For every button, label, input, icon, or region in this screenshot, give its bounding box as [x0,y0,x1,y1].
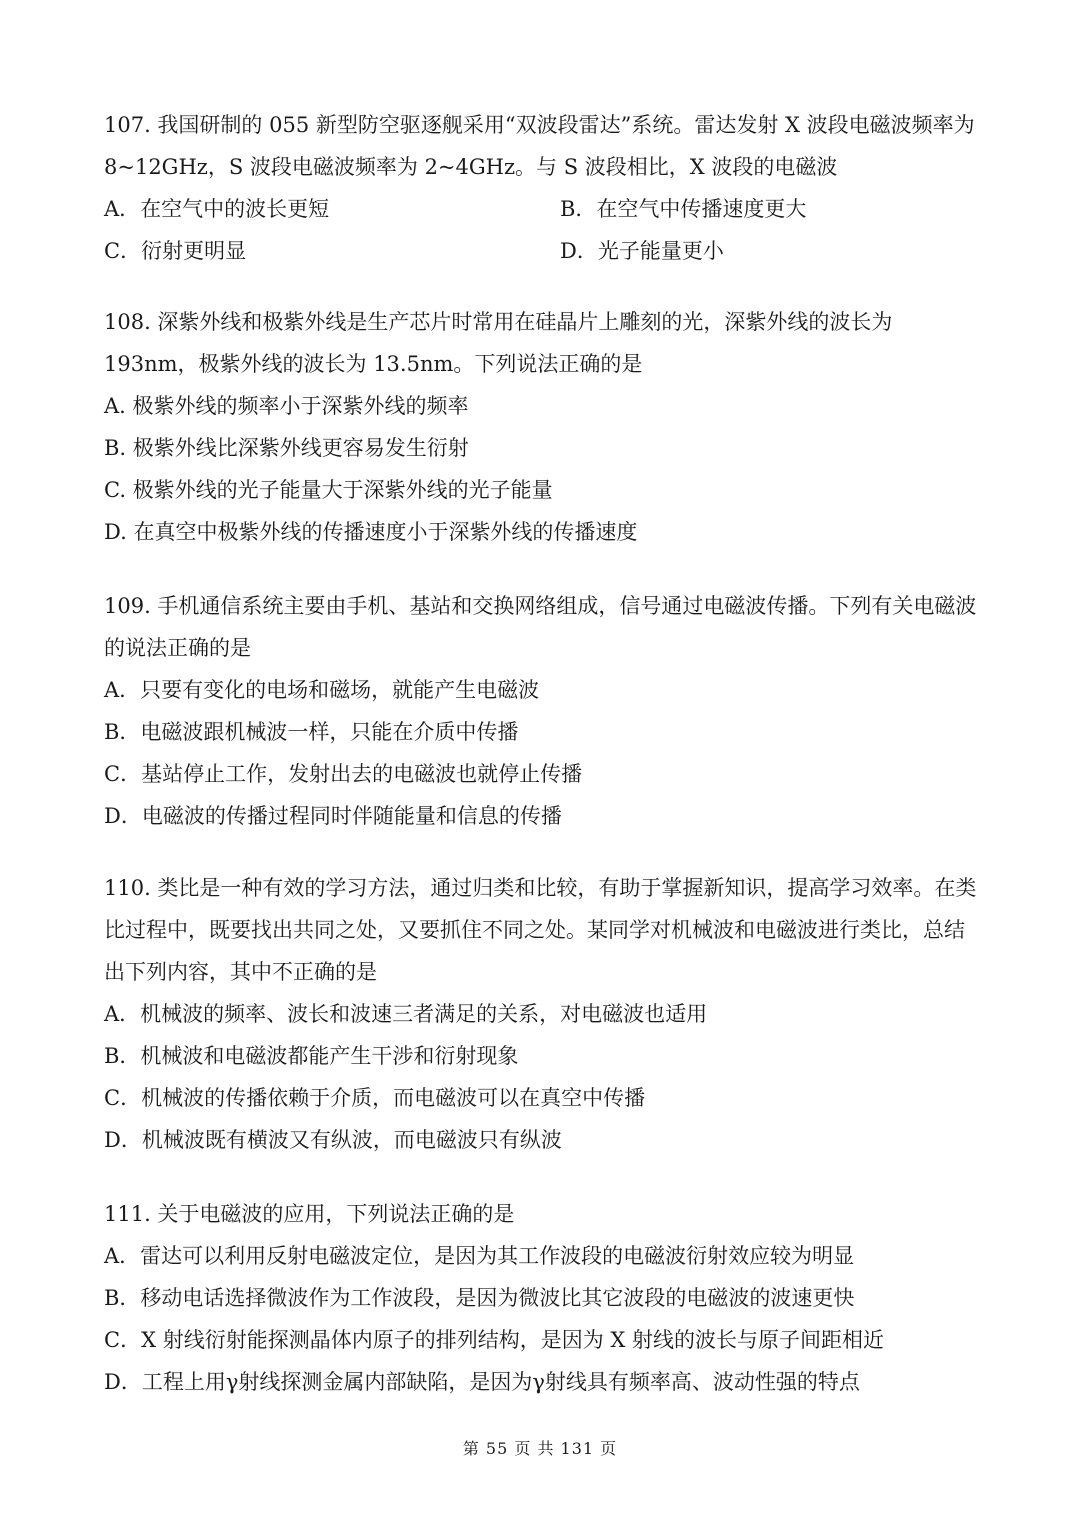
option-a: A．在空气中的波长更短 [104,197,330,221]
option-b: B. 极紫外线比深紫外线更容易发生衍射 [104,436,469,460]
option-a: A．雷达可以利用反射电磁波定位，是因为其工作波段的电磁波衍射效应较为明显 [104,1244,855,1268]
question-stem: 110. 类比是一种有效的学习方法，通过归类和比较，有助于掌握新知识，提高学习效率。在类比过程中，既要找出共同之处，又要抓住不同之处。某同学对机械波和电磁波进行类比，总结出下列内容，其中不正确的是 [104,876,977,984]
question-109 [104,585,984,837]
option-b: B．在空气中传播速度更大 [560,197,807,221]
question-stem: 107. 我国研制的 055 新型防空驱逐舰采用“双波段雷达”系统。雷达发射 X 波段电磁波频率为 8~12GHz，S 波段电磁波频率为 2~4GHz。与 S 波段相比，X 波段的电磁波 [104,113,975,179]
option-d: D．电磁波的传播过程同时伴随能量和信息的传播 [104,804,562,828]
option-grid [104,188,984,272]
question-110 [104,867,984,1161]
option-a: A. 极紫外线的频率小于深紫外线的频率 [104,394,469,418]
option-a: A．只要有变化的电场和磁场，就能产生电磁波 [104,678,540,702]
option-b: B．机械波和电磁波都能产生干涉和衍射现象 [104,1044,519,1068]
question-stem: 108. 深紫外线和极紫外线是生产芯片时常用在硅晶片上雕刻的光，深紫外线的波长为193nm，极紫外线的波长为 13.5nm。下列说法正确的是 [104,310,893,376]
question-108 [104,301,984,553]
question-107 [104,104,984,272]
option-d: D．机械波既有横波又有纵波，而电磁波只有纵波 [104,1128,562,1152]
option-a: A．机械波的频率、波长和波速三者满足的关系，对电磁波也适用 [104,1002,708,1026]
option-c: C．衍射更明显 [104,239,247,263]
option-c: C．机械波的传播依赖于介质，而电磁波可以在真空中传播 [104,1086,646,1110]
option-b: B．移动电话选择微波作为工作波段，是因为微波比其它波段的电磁波的波速更快 [104,1286,855,1310]
question-stem: 109. 手机通信系统主要由手机、基站和交换网络组成，信号通过电磁波传播。下列有关电磁波的说法正确的是 [104,594,977,660]
option-d: D．光子能量更小 [560,239,724,263]
option-d: D. 在真空中极紫外线的传播速度小于深紫外线的传播速度 [104,520,638,544]
question-stem: 111. 关于电磁波的应用，下列说法正确的是 [104,1202,515,1226]
question-111 [104,1193,984,1403]
option-c: C．基站停止工作，发射出去的电磁波也就停止传播 [104,762,583,786]
page-footer [0,1436,1080,1459]
page-number-label: 第 55 页 共 131 页 [462,1439,618,1458]
option-b: B．电磁波跟机械波一样，只能在介质中传播 [104,720,519,744]
option-d: D．工程上用γ射线探测金属内部缺陷，是因为γ射线具有频率高、波动性强的特点 [104,1370,860,1394]
option-c: C．X 射线衍射能探测晶体内原子的排列结构，是因为 X 射线的波长与原子间距相近 [104,1328,884,1352]
option-c: C. 极紫外线的光子能量大于深紫外线的光子能量 [104,478,553,502]
